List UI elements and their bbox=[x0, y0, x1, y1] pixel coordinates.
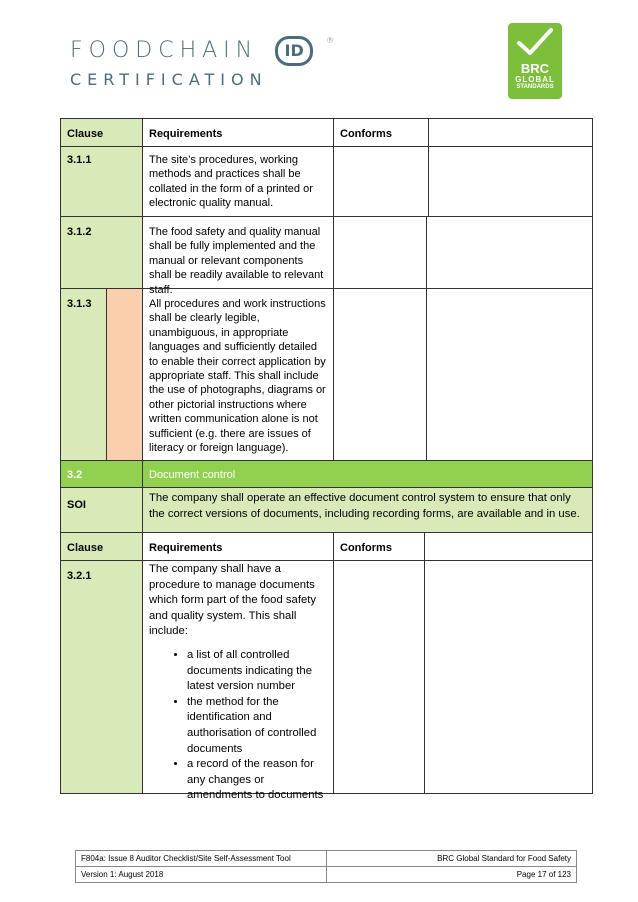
requirement-3-2-1-bullets bbox=[149, 648, 327, 804]
conforms-header-2: Conforms bbox=[333, 532, 425, 561]
checkmark-icon bbox=[516, 27, 554, 57]
comments-header-2 bbox=[424, 532, 593, 561]
bullet-item: • the method for the identification and authorisation of controlled documents bbox=[187, 695, 327, 757]
conforms-header: Conforms bbox=[333, 118, 429, 147]
conforms-cell-3-1-1[interactable] bbox=[333, 146, 429, 217]
conforms-cell-3-1-3[interactable] bbox=[333, 288, 427, 461]
soi-label: SOI bbox=[60, 487, 143, 533]
requirements-header: Requirements bbox=[142, 118, 334, 147]
conforms-cell-3-2-1[interactable] bbox=[333, 560, 425, 794]
requirements-header-2: Requirements bbox=[142, 532, 334, 561]
highlight-marker bbox=[106, 288, 143, 461]
brc-standards-text: STANDARDS bbox=[516, 84, 554, 90]
soi-statement: The company shall operate an effective document control system to ensure that only the correct versions of documents, including recording forms, are available and in use. bbox=[142, 487, 593, 533]
brc-global-text: GLOBAL bbox=[515, 75, 555, 84]
requirement-3-2-1-text: The company shall have a procedure to manage documents which form part of the food safety and quality system. This shall include: bbox=[149, 563, 317, 638]
comments-header bbox=[428, 118, 593, 147]
logo-text-certification: CERTIFICATION bbox=[70, 70, 268, 89]
bullet-item: • a record of the reason for any changes or amendments to documents bbox=[187, 757, 327, 804]
conforms-cell-3-1-2[interactable] bbox=[333, 216, 427, 289]
brc-logo bbox=[508, 23, 562, 99]
section-title: Document control bbox=[142, 460, 593, 488]
requirement-3-1-2: The food safety and quality manual shall be fully implemented and the manual or relevant components shall be readily available to relevant staff. bbox=[142, 216, 334, 289]
registered-mark: ® bbox=[326, 36, 335, 45]
section-number: 3.2 bbox=[60, 460, 143, 488]
logo-text-foodchain: FOODCHAIN bbox=[70, 38, 259, 63]
requirement-3-2-1 bbox=[142, 560, 334, 802]
footer-standard: BRC Global Standard for Food Safety bbox=[437, 854, 571, 863]
clause-3-1-1: 3.1.1 bbox=[60, 146, 143, 217]
footer-version: Version 1: August 2018 bbox=[81, 870, 164, 879]
comments-cell-3-1-3[interactable] bbox=[426, 288, 593, 461]
bullet-item: • a list of all controlled documents indicating the latest version number bbox=[187, 648, 327, 695]
foodchain-id-logo bbox=[70, 36, 334, 89]
comments-cell-3-2-1[interactable] bbox=[424, 560, 593, 794]
comments-cell-3-1-2[interactable] bbox=[426, 216, 593, 289]
clause-3-1-2: 3.1.2 bbox=[60, 216, 143, 289]
clause-header-2: Clause bbox=[60, 532, 143, 561]
footer-row-1 bbox=[75, 850, 577, 867]
footer-document: F804a: Issue 8 Auditor Checklist/Site Self-Assessment Tool bbox=[81, 854, 291, 863]
logo-id-badge: ID bbox=[275, 36, 313, 66]
requirement-3-1-3: All procedures and work instructions shall be clearly legible, unambiguous, in appropriate languages and sufficiently detailed to enable their correct application by appropriate staff. This shall include the use of photographs, diagrams or other pictorial instructions where written communication alone is not sufficient (e.g. there are issues of literacy or foreign language). bbox=[142, 288, 334, 461]
footer-page-number: Page 17 of 123 bbox=[516, 870, 571, 879]
comments-cell-3-1-1[interactable] bbox=[428, 146, 593, 217]
footer-row-2 bbox=[75, 866, 577, 883]
brc-text: BRC bbox=[520, 61, 550, 76]
clause-header: Clause bbox=[60, 118, 143, 147]
clause-3-2-1: 3.2.1 bbox=[60, 560, 143, 794]
requirement-3-1-1: The site’s procedures, working methods and practices shall be collated in the form of a printed or electronic quality manual. bbox=[142, 146, 334, 217]
clause-3-1-3: 3.1.3 bbox=[60, 288, 107, 461]
